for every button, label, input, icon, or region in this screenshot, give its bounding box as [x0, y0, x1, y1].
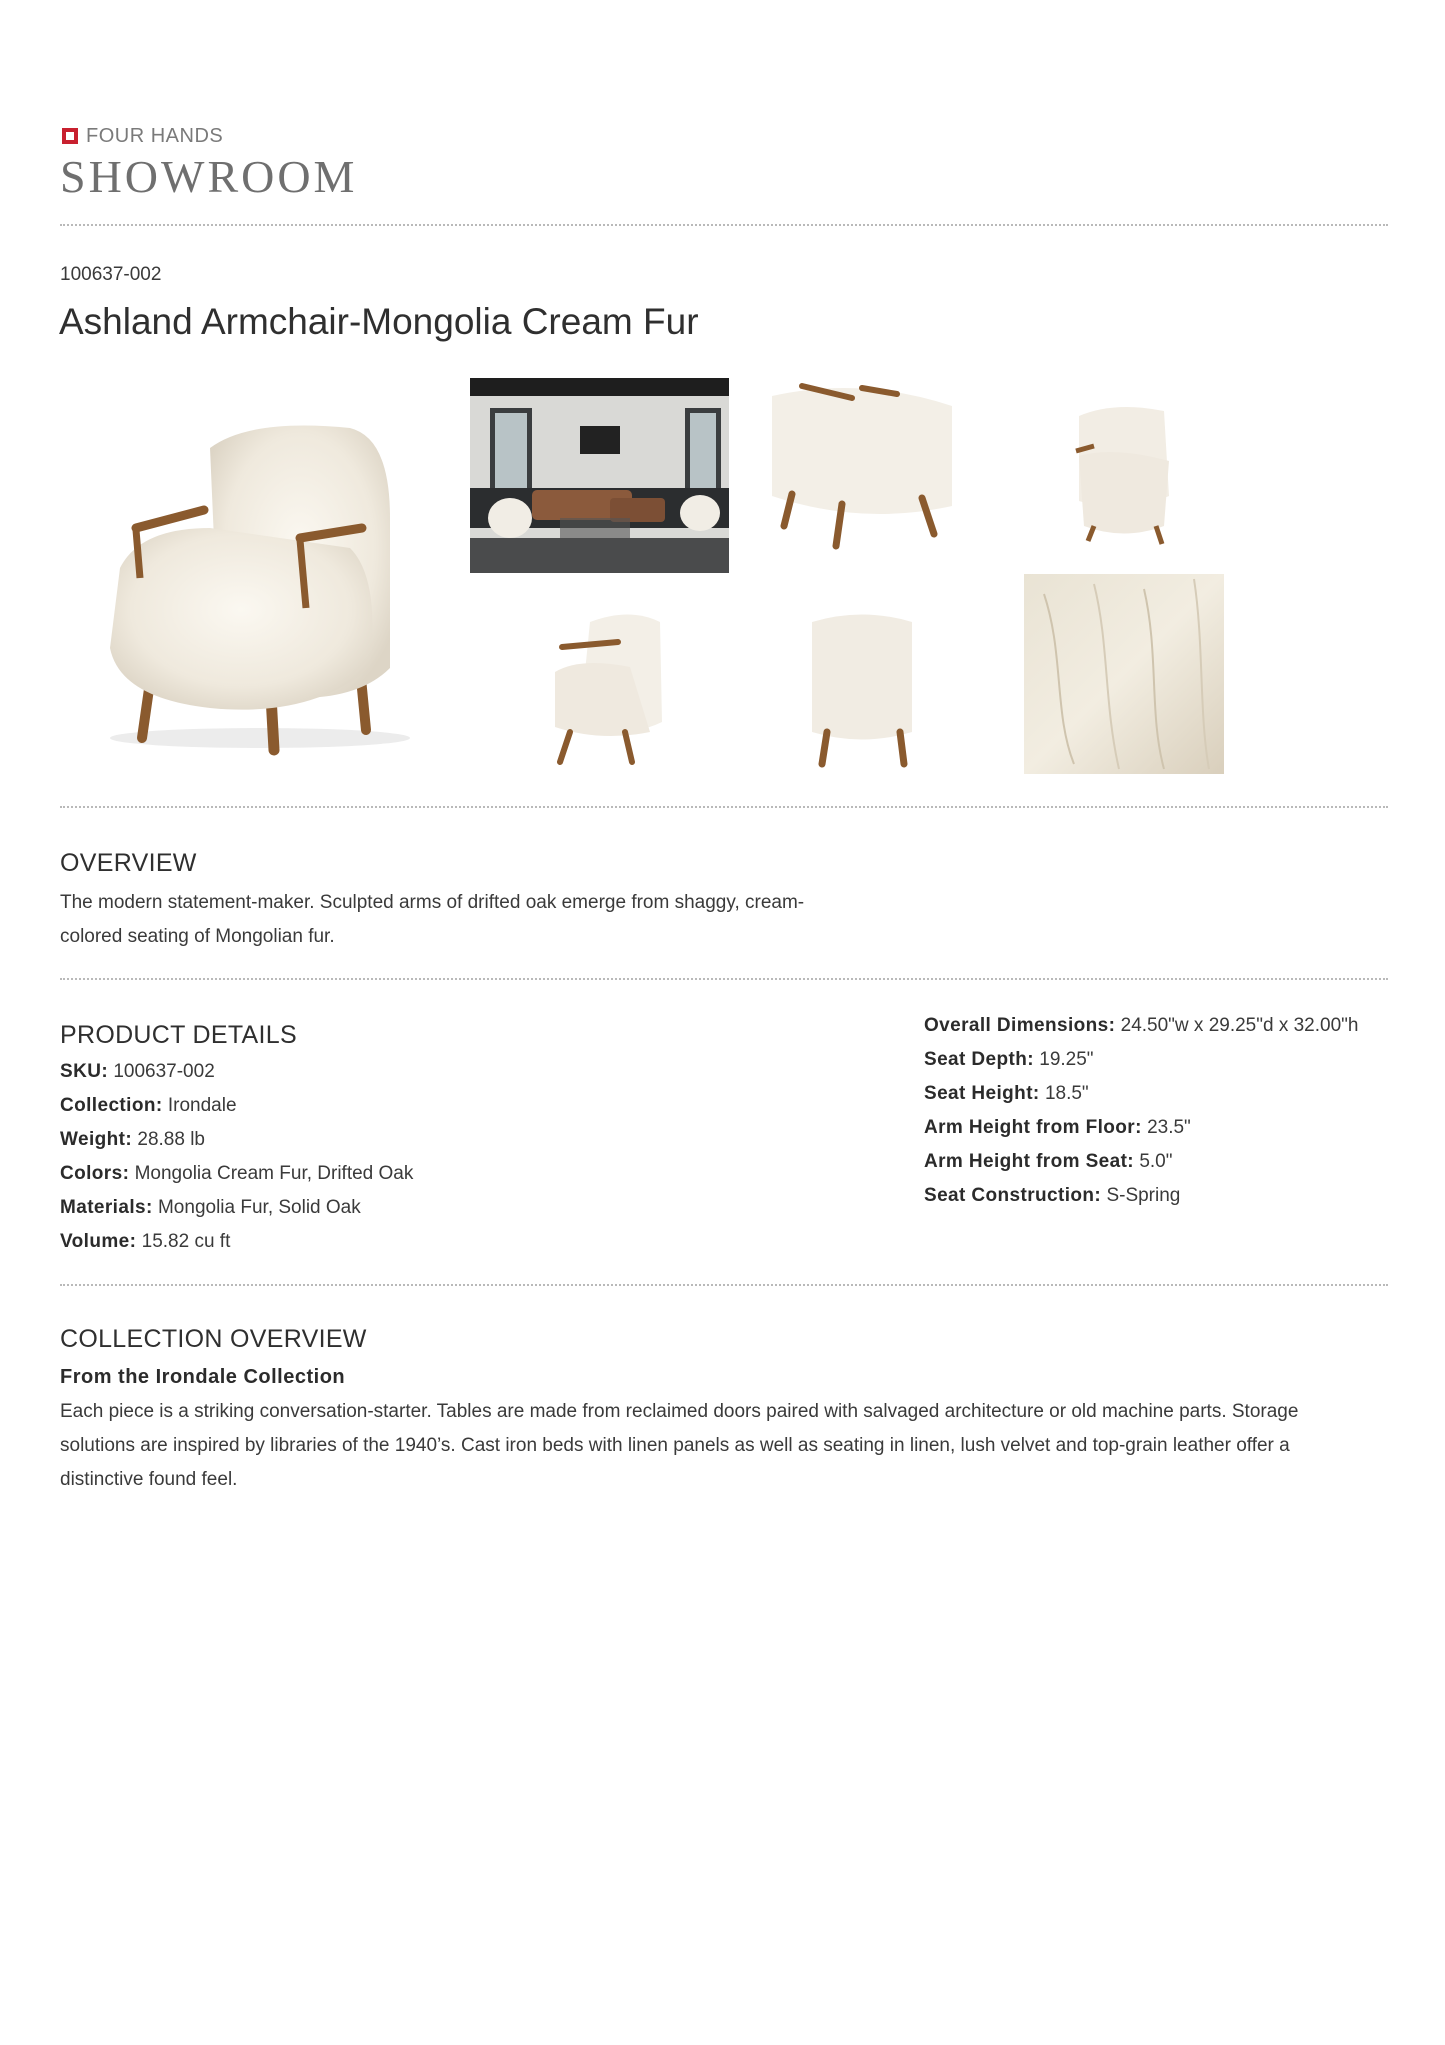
details-left-list — [60, 1055, 413, 1259]
detail-arm-height-seat: Arm Height from Seat: 5.0" — [924, 1151, 1173, 1172]
brand-name: FOUR HANDS — [86, 124, 224, 147]
detail-colors: Colors: Mongolia Cream Fur, Drifted Oak — [60, 1163, 414, 1184]
detail-overall-dimensions: Overall Dimensions: 24.50"w x 29.25"d x 32.00"h — [924, 1015, 1359, 1036]
collection-overview-heading: COLLECTION OVERVIEW — [60, 1325, 367, 1353]
divider — [60, 224, 1388, 226]
product-details-heading: PRODUCT DETAILS — [60, 1021, 297, 1049]
product-sku: 100637-002 — [60, 264, 162, 285]
detail-volume: Volume: 15.82 cu ft — [60, 1231, 231, 1252]
armchair-rear-photo[interactable] — [762, 582, 962, 774]
collection-line: Each piece is a striking conversation-starter. Tables are made from reclaimed doors paired with salvaged architecture or old machine parts. Storage — [60, 1401, 1299, 1422]
detail-arm-height-floor: Arm Height from Floor: 23.5" — [924, 1117, 1191, 1138]
details-right-list — [924, 1009, 1358, 1213]
collection-subheading: From the Irondale Collection — [60, 1366, 346, 1388]
armchair-front-photo[interactable] — [60, 378, 452, 766]
brand-square-icon — [62, 128, 78, 144]
collection-line: distinctive found feel. — [60, 1469, 238, 1490]
detail-materials: Materials: Mongolia Fur, Solid Oak — [60, 1197, 361, 1218]
armchair-back-photo[interactable] — [762, 376, 962, 574]
overview-line: The modern statement-maker. Sculpted arms of drifted oak emerge from shaggy, cream- — [60, 892, 805, 913]
armchair-side-photo[interactable] — [500, 582, 700, 774]
detail-seat-height: Seat Height: 18.5" — [924, 1083, 1089, 1104]
divider — [60, 978, 1388, 980]
product-title: Ashland Armchair-Mongolia Cream Fur — [59, 301, 699, 342]
overview-line: colored seating of Mongolian fur. — [60, 926, 335, 947]
detail-collection: Collection: Irondale — [60, 1095, 237, 1116]
divider — [60, 806, 1388, 808]
collection-line: solutions are inspired by libraries of the 1940’s. Cast iron beds with linen panels as well as seating in linen, lush velvet and top-grain leather offer a — [60, 1435, 1290, 1456]
armchair-small-photo[interactable] — [1024, 376, 1224, 574]
divider — [60, 1284, 1388, 1286]
detail-seat-depth: Seat Depth: 19.25" — [924, 1049, 1094, 1070]
showroom-title: SHOWROOM — [60, 151, 358, 202]
detail-seat-construction: Seat Construction: S-Spring — [924, 1185, 1181, 1206]
overview-heading: OVERVIEW — [60, 849, 197, 877]
detail-sku: SKU: 100637-002 — [60, 1061, 215, 1082]
fur-swatch-photo[interactable] — [1024, 574, 1224, 774]
detail-weight: Weight: 28.88 lb — [60, 1129, 206, 1150]
living-room-photo[interactable] — [470, 378, 729, 573]
collection-text — [60, 1395, 1390, 1497]
overview-text — [60, 886, 940, 954]
brand-logo[interactable] — [62, 126, 223, 146]
